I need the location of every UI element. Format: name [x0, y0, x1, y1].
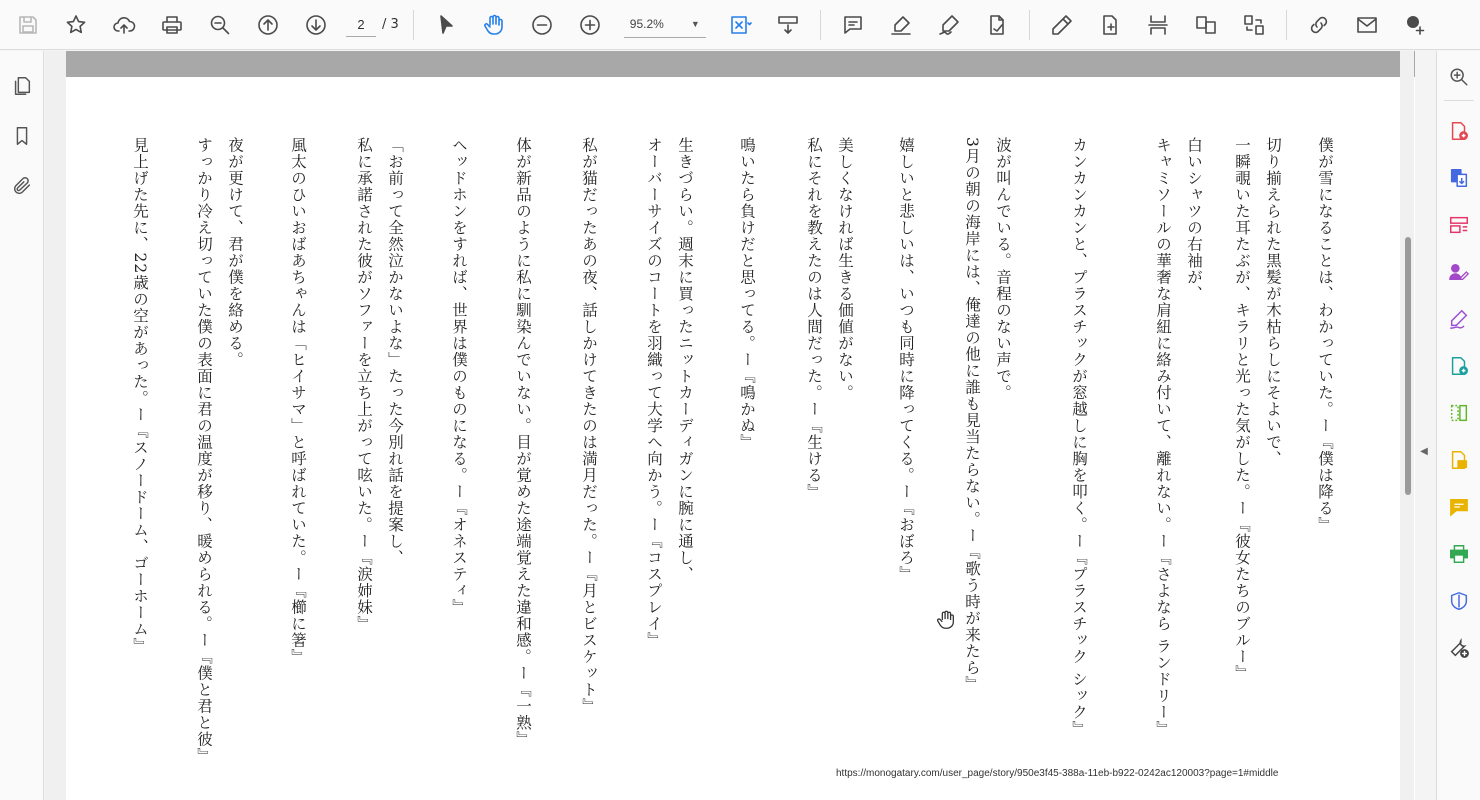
- text-column: 僕が雪になることは、わかっていた。ー『僕は降る』: [1316, 137, 1334, 533]
- hand-cursor-icon: [935, 609, 957, 631]
- fill-sign-tool-button[interactable]: [1437, 295, 1480, 342]
- text-column: オーバーサイズのコートを羽織って大学へ向かう。ー『コスプレイ』: [645, 137, 663, 649]
- text-column: 3月の朝の海岸には、俺達の他に誰も見当たらない。ー『歌う時が来たら』: [963, 137, 981, 693]
- page-thumbnails-button[interactable]: [0, 61, 44, 111]
- left-navigation-rail: [0, 51, 44, 800]
- attachments-icon: [11, 175, 33, 197]
- zoom-tool-icon: [1448, 66, 1470, 88]
- organize-pages-icon: [1448, 402, 1470, 424]
- bookmark-star-button[interactable]: [52, 0, 100, 50]
- draw-pen-icon: [937, 13, 961, 37]
- text-column: 私が猫だったあの夜、話しかけてきたのは満月だった。ー『月とビスケット』: [580, 137, 598, 715]
- fill-sign-button[interactable]: [973, 0, 1021, 50]
- insert-page-button[interactable]: [1086, 0, 1134, 50]
- edit-pdf-button[interactable]: [1437, 201, 1480, 248]
- add-user-button[interactable]: [1391, 0, 1439, 50]
- send-for-review-button[interactable]: [1437, 436, 1480, 483]
- insert-page-icon: [1098, 13, 1122, 37]
- compare-button[interactable]: [1230, 0, 1278, 50]
- text-column: キャミソールの華奢な肩紐に絡み付いて、離れない。ー『さよなら ランドリー』: [1154, 137, 1172, 737]
- pencil-icon: [1050, 13, 1074, 37]
- draw-pen-button[interactable]: [925, 0, 973, 50]
- upload-cloud-button[interactable]: [100, 0, 148, 50]
- collapse-right-panel-icon[interactable]: ◀: [1420, 445, 1428, 457]
- scroll-mode-button[interactable]: [764, 0, 812, 50]
- page-fit-button[interactable]: [716, 0, 764, 50]
- text-column: 夜が更けて、君が僕を絡める。: [226, 137, 244, 368]
- split-button[interactable]: [1134, 0, 1182, 50]
- document-viewer[interactable]: [45, 51, 1415, 800]
- page-fit-icon: [728, 13, 752, 37]
- toolbar-divider: [413, 10, 414, 40]
- page-thumbnails-icon: [11, 75, 33, 97]
- text-column: 私に承諾された彼がソファーを立ち上がって呟いた。ー『涙姉妹』: [355, 137, 373, 632]
- mail-icon: [1355, 13, 1379, 37]
- zoom-out-button[interactable]: [518, 0, 566, 50]
- comment-icon: [841, 13, 865, 37]
- protect-icon: [1448, 590, 1470, 612]
- text-column: 生きづらい。週末に買ったニットカーディガンに腕に通し、: [676, 137, 694, 583]
- zoom-in-button[interactable]: [566, 0, 614, 50]
- more-tools-icon: [1448, 637, 1470, 659]
- scroll-mode-icon: [776, 13, 800, 37]
- export-pdf-button[interactable]: [1437, 107, 1480, 154]
- text-column: 見上げた先に、22歳の空があった。ー『スノードーム、ゴーホーム』: [131, 137, 149, 654]
- text-column: 私にそれを教えたのは人間だった。ー『生ける』: [805, 137, 823, 500]
- text-column: 体が新品のように私に馴染んでいない。目が覚めた途端覚えた違和感。ー『一熟』: [514, 137, 532, 748]
- more-tools-button[interactable]: [1437, 624, 1480, 671]
- link-icon: [1307, 13, 1331, 37]
- next-page-button[interactable]: [292, 0, 340, 50]
- text-column: 美しくなければ生きる価値がない。: [836, 137, 854, 401]
- comment-tool-button[interactable]: [1437, 483, 1480, 530]
- print-production-icon: [1448, 543, 1470, 565]
- page-navigation: [346, 0, 399, 50]
- select-cursor-icon: [434, 13, 458, 37]
- zoom-out-search-button[interactable]: [196, 0, 244, 50]
- combine-files-icon: [1448, 355, 1470, 377]
- print-production-button[interactable]: [1437, 530, 1480, 577]
- text-column: 風太のひいおばあちゃんは「ヒイサマ」と呼ばれていた。ー『櫛に箸』: [289, 137, 307, 665]
- vertical-scrollbar[interactable]: [1400, 51, 1414, 800]
- zoom-level-value: 95.2%: [629, 17, 664, 31]
- pencil-button[interactable]: [1038, 0, 1086, 50]
- main-toolbar: [0, 0, 1480, 50]
- toolbar-divider: [820, 10, 821, 40]
- organize-button[interactable]: [1182, 0, 1230, 50]
- text-column: 嬉しいと悲しいは、いつも同時に降ってくる。ー『おぼろ』: [897, 137, 915, 583]
- hand-tool-icon: [482, 13, 506, 37]
- split-icon: [1146, 13, 1170, 37]
- fill-sign-icon: [985, 13, 1009, 37]
- tools-pane: [1436, 51, 1480, 800]
- text-column: 切り揃えられた黒髪が木枯らしにそよいで、: [1264, 137, 1282, 467]
- text-column: すっかり冷え切っていた僕の表面に君の温度が移り、暖められる。ー『僕と君と彼』: [195, 137, 213, 764]
- organize-pages-button[interactable]: [1437, 389, 1480, 436]
- highlight-button[interactable]: [877, 0, 925, 50]
- save-button[interactable]: [4, 0, 52, 50]
- edit-pdf-icon: [1448, 214, 1470, 236]
- next-page-icon: [304, 13, 328, 37]
- chevron-down-icon: ▼: [690, 19, 700, 29]
- attachments-button[interactable]: [0, 161, 44, 211]
- bookmark-star-icon: [64, 13, 88, 37]
- protect-button[interactable]: [1437, 577, 1480, 624]
- text-column: 鳴いたら負けだと思ってる。ー『鳴かぬ』: [738, 137, 756, 451]
- create-pdf-button[interactable]: [1437, 154, 1480, 201]
- comment-tool-icon: [1448, 496, 1470, 518]
- organize-icon: [1194, 13, 1218, 37]
- select-tool-button[interactable]: [422, 0, 470, 50]
- comment-button[interactable]: [829, 0, 877, 50]
- text-column: 一瞬覗いた耳たぶが、キラリと光った気がした。ー『彼女たちのブルー』: [1233, 137, 1251, 682]
- request-signature-icon: [1448, 261, 1470, 283]
- text-column: 白いシャツの右袖が、: [1185, 137, 1203, 302]
- upload-cloud-icon: [112, 13, 136, 37]
- text-column: カンカンカンと、プラスチックが窓越しに胸を叩く。ー『プラスチック シック』: [1070, 137, 1088, 737]
- page-total-label: / 3: [382, 17, 399, 32]
- highlight-icon: [889, 13, 913, 37]
- save-icon: [16, 13, 40, 37]
- create-pdf-icon: [1448, 167, 1470, 189]
- rail-divider: [1444, 100, 1474, 101]
- link-button[interactable]: [1295, 0, 1343, 50]
- zoom-in-icon: [578, 13, 602, 37]
- source-url: https://monogatary.com/user_page/story/950e3f45-388a-11eb-b922-0242ac120003?page=1#middle: [836, 768, 1279, 779]
- print-button[interactable]: [148, 0, 196, 50]
- fill-sign-tool-icon: [1448, 308, 1470, 330]
- previous-page-button[interactable]: [244, 0, 292, 50]
- toolbar-divider: [1029, 10, 1030, 40]
- zoom-out-icon: [530, 13, 554, 37]
- hand-tool-button[interactable]: [470, 0, 518, 50]
- send-for-review-icon: [1448, 449, 1470, 471]
- request-signature-button[interactable]: [1437, 248, 1480, 295]
- print-icon: [160, 13, 184, 37]
- bookmarks-button[interactable]: [0, 111, 44, 161]
- mail-button[interactable]: [1343, 0, 1391, 50]
- zoom-out-search-icon: [208, 13, 232, 37]
- text-column: ヘッドホンをすれば、世界は僕のものになる。ー『オネスティ』: [450, 137, 468, 616]
- export-pdf-icon: [1448, 120, 1470, 142]
- previous-page-edge: [66, 51, 1415, 77]
- text-column: 「お前って全然泣かないよな」たった今別れ話を提案し、: [386, 137, 404, 566]
- add-user-icon: [1403, 13, 1427, 37]
- previous-page-icon: [256, 13, 280, 37]
- combine-files-button[interactable]: [1437, 342, 1480, 389]
- compare-icon: [1242, 13, 1266, 37]
- page-number-input[interactable]: [346, 13, 376, 37]
- pdf-page: [66, 77, 1415, 800]
- zoom-tool-button[interactable]: [1437, 53, 1480, 100]
- text-column: 波が叫んでいる。音程のない声で。: [994, 137, 1012, 401]
- toolbar-divider: [1286, 10, 1287, 40]
- zoom-level-select[interactable]: [624, 12, 706, 38]
- bookmarks-icon: [11, 125, 33, 147]
- scrollbar-thumb[interactable]: [1405, 237, 1411, 495]
